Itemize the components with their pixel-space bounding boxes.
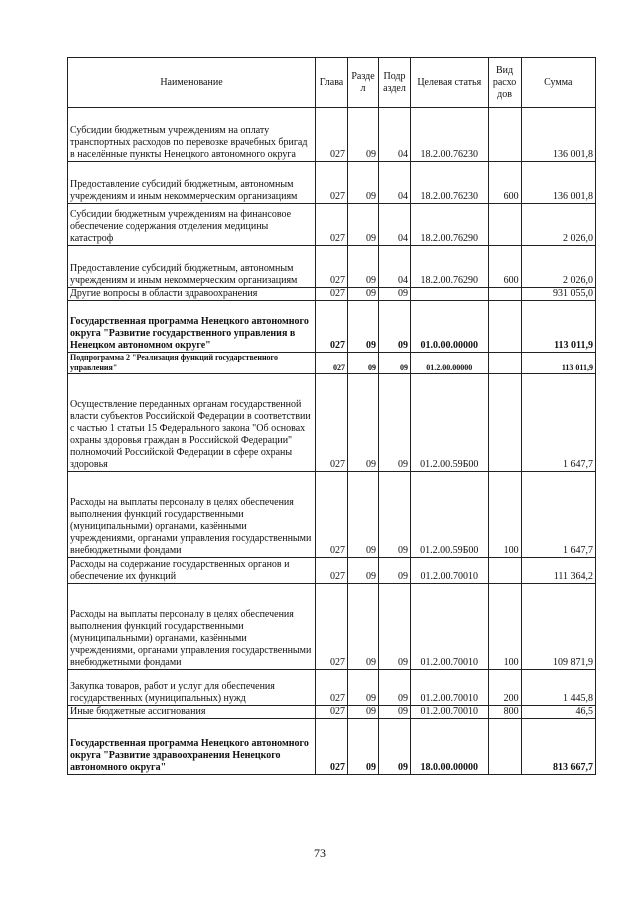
row-target-item	[411, 288, 488, 301]
row-target-item: 18.2.00.76230	[411, 162, 488, 204]
row-razdel: 09	[348, 472, 379, 558]
row-podrazdel: 09	[378, 670, 410, 706]
row-amount: 113 011,9	[521, 353, 595, 374]
row-glava: 027	[315, 374, 347, 472]
row-glava: 027	[315, 706, 347, 719]
row-razdel: 09	[348, 706, 379, 719]
table-row	[68, 558, 596, 584]
row-podrazdel: 09	[378, 584, 410, 670]
row-amount: 1 445,8	[521, 670, 595, 706]
row-amount: 813 667,7	[521, 719, 595, 775]
row-expense-type	[488, 558, 521, 584]
row-name: Предоставление субсидий бюджетным, автономным учреждениям и иным некоммерческим организациям	[68, 162, 316, 204]
table-row	[68, 374, 596, 472]
table-row	[68, 301, 596, 353]
row-target-item: 01.2.00.70010	[411, 706, 488, 719]
row-razdel: 09	[348, 204, 379, 246]
row-podrazdel: 04	[378, 246, 410, 288]
header-expense-type: Вид расхо дов	[488, 58, 521, 108]
row-glava: 027	[315, 353, 347, 374]
row-glava: 027	[315, 246, 347, 288]
row-expense-type: 200	[488, 670, 521, 706]
row-expense-type	[488, 353, 521, 374]
row-target-item: 18.2.00.76290	[411, 246, 488, 288]
budget-table	[67, 57, 596, 775]
row-expense-type	[488, 719, 521, 775]
row-name: Субсидии бюджетным учреждениям на оплату транспортных расходов по перевозке врачебных бригад в населённые пункты Ненецкого автономного округа	[68, 108, 316, 162]
row-expense-type: 100	[488, 584, 521, 670]
row-target-item: 01.2.00.70010	[411, 558, 488, 584]
row-podrazdel: 09	[378, 374, 410, 472]
row-podrazdel: 09	[378, 288, 410, 301]
row-podrazdel: 09	[378, 706, 410, 719]
row-expense-type	[488, 288, 521, 301]
header-podrazdel: Подр аздел	[378, 58, 410, 108]
row-target-item: 01.2.00.70010	[411, 584, 488, 670]
header-glava: Глава	[315, 58, 347, 108]
header-name: Наименование	[68, 58, 316, 108]
row-podrazdel: 09	[378, 301, 410, 353]
row-target-item: 01.2.00.70010	[411, 670, 488, 706]
page-number: 73	[314, 846, 326, 860]
row-target-item: 01.2.00.59Б00	[411, 472, 488, 558]
row-target-item: 01.0.00.00000	[411, 301, 488, 353]
row-glava: 027	[315, 558, 347, 584]
row-podrazdel: 04	[378, 162, 410, 204]
row-name: Предоставление субсидий бюджетным, автономным учреждениям и иным некоммерческим организациям	[68, 246, 316, 288]
row-podrazdel: 09	[378, 558, 410, 584]
header-amount: Сумма	[521, 58, 595, 108]
row-glava: 027	[315, 472, 347, 558]
row-podrazdel: 04	[378, 204, 410, 246]
row-expense-type	[488, 374, 521, 472]
row-amount: 136 001,8	[521, 108, 595, 162]
table-row	[68, 584, 596, 670]
table-row	[68, 670, 596, 706]
table-row	[68, 706, 596, 719]
row-amount: 2 026,0	[521, 246, 595, 288]
row-target-item: 01.2.00.59Б00	[411, 374, 488, 472]
row-amount: 109 871,9	[521, 584, 595, 670]
row-glava: 027	[315, 670, 347, 706]
row-name: Расходы на содержание государственных органов и обеспечение их функций	[68, 558, 316, 584]
table-row	[68, 108, 596, 162]
row-podrazdel: 09	[378, 353, 410, 374]
table-row	[68, 288, 596, 301]
row-razdel: 09	[348, 301, 379, 353]
row-amount: 111 364,2	[521, 558, 595, 584]
row-name: Расходы на выплаты персоналу в целях обеспечения выполнения функций государственными (муниципальными) органами, казёнными учреждениями, органами управления государственными внебюджетными фондами	[68, 584, 316, 670]
row-name: Расходы на выплаты персоналу в целях обеспечения выполнения функций государственными (муниципальными) органами, казёнными учреждениями, органами управления государственными внебюджетными фондами	[68, 472, 316, 558]
row-podrazdel: 09	[378, 472, 410, 558]
row-name: Субсидии бюджетным учреждениям на финансовое обеспечение содержания отделения медицины катастроф	[68, 204, 316, 246]
row-glava: 027	[315, 162, 347, 204]
table-row	[68, 472, 596, 558]
row-razdel: 09	[348, 353, 379, 374]
row-glava: 027	[315, 719, 347, 775]
row-name: Закупка товаров, работ и услуг для обеспечения государственных (муниципальных) нужд	[68, 670, 316, 706]
row-expense-type	[488, 204, 521, 246]
row-amount: 136 001,8	[521, 162, 595, 204]
row-name: Осуществление переданных органам государственной власти субъектов Российской Федерации в соответствии с частью 1 статьи 15 Федерального закона "Об основах охраны здоровья граждан в Российской Федерации" полномочий Российской Федерации в сфере охраны здоровья	[68, 374, 316, 472]
row-expense-type: 100	[488, 472, 521, 558]
row-target-item: 01.2.00.00000	[411, 353, 488, 374]
row-name: Иные бюджетные ассигнования	[68, 706, 316, 719]
row-razdel: 09	[348, 162, 379, 204]
table-row	[68, 353, 596, 374]
row-glava: 027	[315, 288, 347, 301]
row-name: Другие вопросы в области здравоохранения	[68, 288, 316, 301]
row-glava: 027	[315, 108, 347, 162]
row-amount: 113 011,9	[521, 301, 595, 353]
row-name: Подпрограмма 2 "Реализация функций государственного управления"	[68, 353, 316, 374]
row-amount: 2 026,0	[521, 204, 595, 246]
row-target-item: 18.2.00.76290	[411, 204, 488, 246]
row-amount: 931 055,0	[521, 288, 595, 301]
row-razdel: 09	[348, 108, 379, 162]
header-razdel: Разде л	[348, 58, 379, 108]
row-target-item: 18.0.00.00000	[411, 719, 488, 775]
row-glava: 027	[315, 584, 347, 670]
row-name: Государственная программа Ненецкого автономного округа "Развитие здравоохранения Ненецкого автономного округа"	[68, 719, 316, 775]
table-row	[68, 246, 596, 288]
row-podrazdel: 04	[378, 108, 410, 162]
table-row	[68, 162, 596, 204]
table-row	[68, 204, 596, 246]
row-razdel: 09	[348, 719, 379, 775]
row-name: Государственная программа Ненецкого автономного округа "Развитие государственного управления в Ненецком автономном округе"	[68, 301, 316, 353]
row-expense-type	[488, 301, 521, 353]
row-amount: 46,5	[521, 706, 595, 719]
row-glava: 027	[315, 301, 347, 353]
row-glava: 027	[315, 204, 347, 246]
row-razdel: 09	[348, 374, 379, 472]
header-target-item: Целевая статья	[411, 58, 488, 108]
row-razdel: 09	[348, 670, 379, 706]
row-expense-type	[488, 108, 521, 162]
row-expense-type: 600	[488, 162, 521, 204]
row-expense-type: 800	[488, 706, 521, 719]
row-razdel: 09	[348, 558, 379, 584]
row-razdel: 09	[348, 288, 379, 301]
row-amount: 1 647,7	[521, 472, 595, 558]
row-target-item: 18.2.00.76230	[411, 108, 488, 162]
row-amount: 1 647,7	[521, 374, 595, 472]
row-razdel: 09	[348, 584, 379, 670]
header-row	[68, 58, 596, 108]
row-podrazdel: 09	[378, 719, 410, 775]
row-razdel: 09	[348, 246, 379, 288]
row-expense-type: 600	[488, 246, 521, 288]
table-row	[68, 719, 596, 775]
